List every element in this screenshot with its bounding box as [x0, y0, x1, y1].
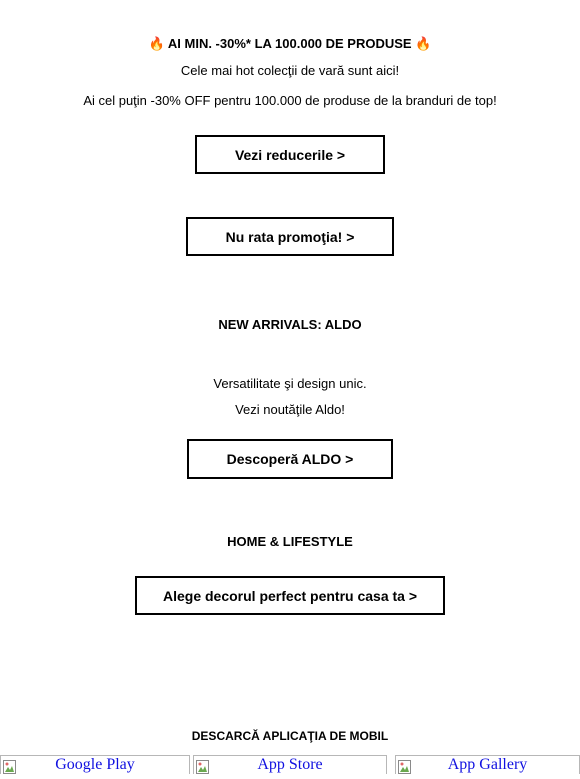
discover-aldo-button[interactable]: Descoperă ALDO > [187, 439, 393, 479]
app-gallery-link[interactable] [395, 755, 580, 774]
aldo-line-1: Versatilitate şi design unic. [213, 376, 367, 391]
dont-miss-promo-button[interactable]: Nu rata promoţia! > [186, 217, 394, 256]
promo-headline-text: AI MIN. -30%* LA 100.000 DE PRODUSE [167, 36, 412, 51]
app-store-links [0, 755, 580, 774]
flame-icon: 🔥 [148, 36, 165, 51]
app-store-link[interactable] [193, 755, 387, 774]
home-lifestyle-headline: HOME & LIFESTYLE [227, 534, 353, 549]
app-store-label: App Store [257, 756, 323, 773]
google-play-label: Google Play [55, 756, 135, 773]
home-decor-button[interactable]: Alege decorul perfect pentru casa ta > [135, 576, 445, 615]
promo-line-2: Ai cel puţin -30% OFF pentru 100.000 de produse de la branduri de top! [83, 93, 497, 108]
promo-line-1: Cele mai hot colecţii de vară sunt aici! [180, 63, 400, 78]
aldo-line-2: Vezi noutăţile Aldo! [235, 402, 345, 417]
flame-icon: 🔥 [415, 36, 432, 51]
download-app-headline: DESCARCĂ APLICAŢIA DE MOBIL [191, 729, 389, 743]
promo-headline [0, 36, 580, 52]
aldo-headline: NEW ARRIVALS: ALDO [218, 317, 362, 332]
app-gallery-label: App Gallery [447, 756, 528, 773]
see-discounts-button[interactable]: Vezi reducerile > [195, 135, 385, 174]
google-play-link[interactable] [0, 755, 190, 774]
